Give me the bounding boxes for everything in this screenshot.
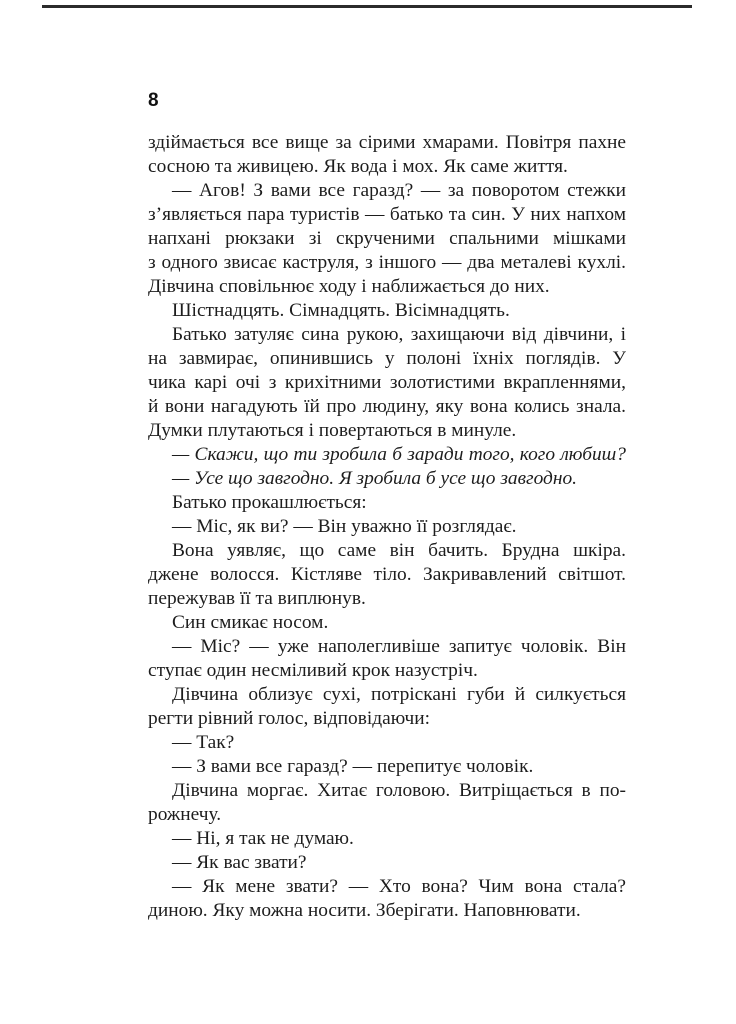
text-line: джене волосся. Кістляве тіло. Закривавлений світшот. [148, 564, 626, 585]
text-line: — Як вас звати? [172, 852, 307, 873]
text-line: напхані рюкзаки зі скрученими спальними мішками [148, 228, 626, 249]
text-line: Батько затуляє сина рукою, захищаючи від дівчини, і [172, 324, 626, 345]
text-line: з одного звисає каструля, з іншого — два металеві кухлі. [148, 252, 626, 273]
text-line: — Так? [172, 732, 235, 753]
page-number: 8 [148, 90, 159, 111]
text-line: Шістнадцять. Сімнадцять. Вісімнадцять. [172, 300, 510, 321]
text-line: чика карі очі з крихітними золотистими вкрапленнями, [148, 372, 626, 393]
text-line: пережував її та виплюнув. [148, 588, 366, 609]
text-line: й вони нагадують їй про людину, яку вона колись знала. [148, 396, 626, 417]
italic-text-line: — Усе що завгодно. Я зробила б усе що завгодно. [172, 468, 578, 489]
text-line: — Ні, я так не думаю. [172, 828, 354, 849]
italic-text-line: — Скажи, що ти зробила б заради того, кого любиш? [172, 444, 626, 465]
text-line: з’являється пара туристів — батько та син. У них напхом [148, 204, 626, 225]
text-line: на завмирає, опинившись у полоні їхніх поглядів. У [148, 348, 626, 369]
text-line: диною. Яку можна носити. Зберігати. Наповнювати. [148, 900, 581, 921]
text-line: — Міс, як ви? — Він уважно її розглядає. [172, 516, 517, 537]
body-text [148, 131, 626, 923]
text-line: — З вами все гаразд? — перепитує чоловік. [172, 756, 534, 777]
text-line: рожнечу. [148, 804, 222, 825]
text-line: — Як мене звати? — Хто вона? Чим вона стала? [172, 876, 626, 897]
text-line: Дівчина облизує сухі, потріскані губи й силкується [172, 684, 626, 705]
text-line: Дівчина моргає. Хитає головою. Витріщається в по- [172, 780, 626, 801]
text-line: ступає один несміливий крок назустріч. [148, 660, 478, 681]
text-line: Син смикає носом. [172, 612, 329, 633]
text-line: Батько прокашлюється: [172, 492, 367, 513]
text-line: регти рівний голос, відповідаючи: [148, 708, 430, 729]
text-line: здіймається все вище за сірими хмарами. Повітря пахне [148, 132, 626, 153]
top-rule [42, 5, 692, 8]
text-line: Вона уявляє, що саме він бачить. Брудна шкіра. [172, 540, 626, 561]
text-line: — Міс? — уже наполегливіше запитує чоловік. Він [172, 636, 626, 657]
text-line: Дівчина сповільнює ходу і наближається до них. [148, 276, 550, 297]
text-line: сосною та живицею. Як вода і мох. Як саме життя. [148, 156, 568, 177]
text-line: — Агов! З вами все гаразд? — за поворотом стежки [172, 180, 626, 201]
text-line: Думки плутаються і повертаються в минуле. [148, 420, 517, 441]
